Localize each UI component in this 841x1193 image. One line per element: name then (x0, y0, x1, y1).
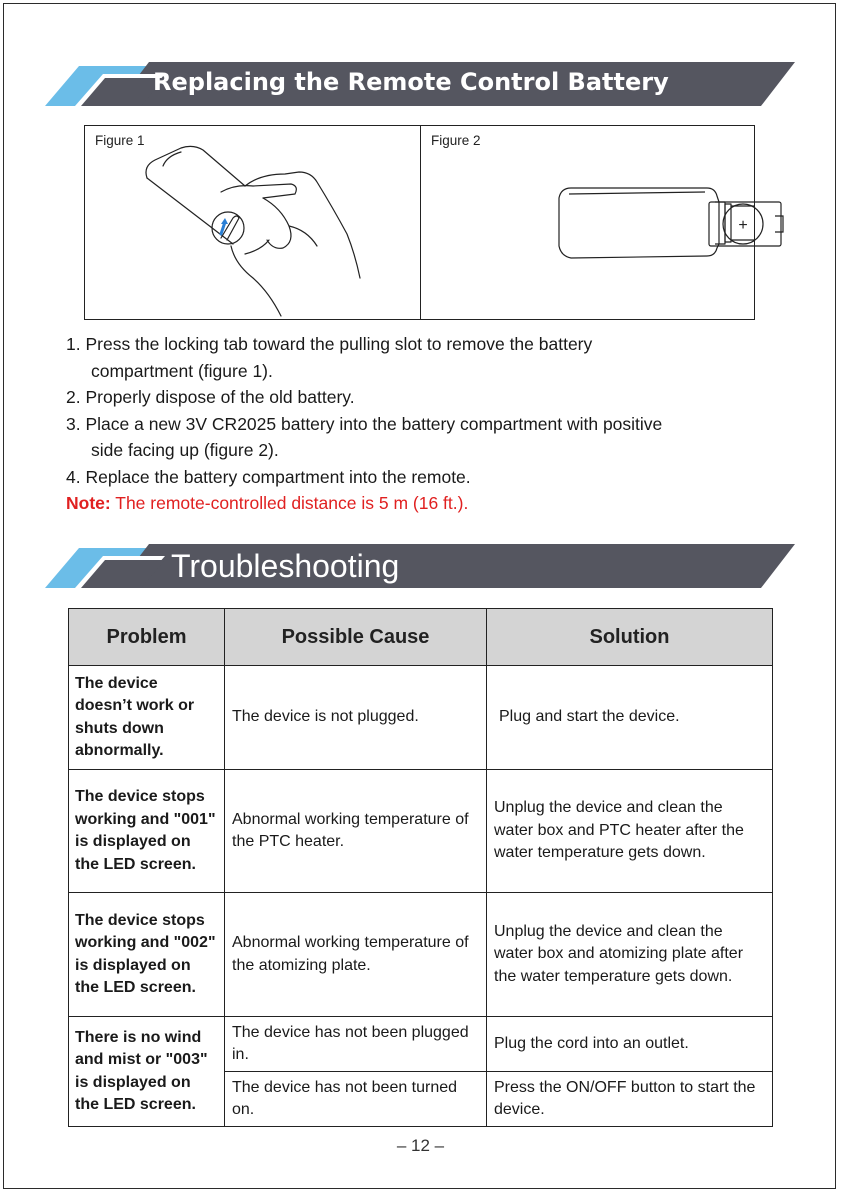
table-row (69, 893, 773, 1017)
header-possible-cause: Possible Cause (225, 609, 487, 666)
problem-cell: There is no wind and mist or "003" is displayed on the LED screen. (69, 1017, 225, 1127)
section-banner-battery (45, 62, 795, 106)
problem-cell: The device stops working and "002" is displayed on the LED screen. (69, 893, 225, 1017)
cause-cell: The device has not been turned on. (225, 1072, 487, 1127)
hand-remote-icon (85, 126, 420, 319)
cause-cell: The device has not been plugged in. (225, 1017, 487, 1072)
solution-cell: Press the ON/OFF button to start the device. (487, 1072, 773, 1127)
solution-cell: Unplug the device and clean the water box and PTC heater after the water temperature gets down. (487, 770, 773, 893)
step-2-line-1: 2. Properly dispose of the old battery. (66, 387, 355, 407)
table-row (69, 1017, 773, 1072)
section-banner-troubleshooting (45, 544, 795, 588)
instruction-list (66, 331, 786, 517)
banner-shape (45, 544, 795, 588)
troubleshooting-table (68, 608, 773, 1127)
cause-cell: The device is not plugged. (225, 666, 487, 770)
table-row (69, 770, 773, 893)
note-text: The remote-controlled distance is 5 m (16 ft.). (110, 493, 469, 513)
problem-cell: The device doesn’t work or shuts down abnormally. (69, 666, 225, 770)
table-header-row (69, 609, 773, 666)
figure-1-label: Figure 1 (95, 133, 145, 148)
solution-cell: Unplug the device and clean the water box and atomizing plate after the water temperature gets down. (487, 893, 773, 1017)
header-solution: Solution (487, 609, 773, 666)
step-3-line-2: side facing up (figure 2). (91, 440, 279, 460)
figure-2-label: Figure 2 (431, 133, 481, 148)
header-problem: Problem (69, 609, 225, 666)
table-row (69, 666, 773, 770)
figure-2 (421, 126, 754, 319)
solution-cell: Plug the cord into an outlet. (487, 1017, 773, 1072)
note (66, 490, 786, 517)
figure-1 (85, 126, 421, 319)
cause-cell: Abnormal working temperature of the PTC heater. (225, 770, 487, 893)
coin-battery-icon (705, 196, 785, 256)
problem-cell: The device stops working and "001" is displayed on the LED screen. (69, 770, 225, 893)
step-1-line-1: 1. Press the locking tab toward the pulling slot to remove the battery (66, 334, 593, 354)
section-title-troubleshooting: Troubleshooting (171, 548, 400, 584)
step-4-line-1: 4. Replace the battery compartment into the remote. (66, 466, 471, 487)
section-title-battery: Replacing the Remote Control Battery (153, 68, 669, 96)
solution-cell: Plug and start the device. (487, 666, 773, 770)
step-1-line-2: compartment (figure 1). (91, 360, 273, 381)
note-label: Note: (66, 493, 111, 513)
battery-positive-symbol: + (738, 217, 748, 234)
step-3-line-1: 3. Place a new 3V CR2025 battery into the battery compartment with positive (66, 413, 663, 434)
cause-cell: Abnormal working temperature of the atomizing plate. (225, 893, 487, 1017)
figure-panel (84, 125, 755, 320)
page-number: – 12 – (396, 1136, 445, 1155)
